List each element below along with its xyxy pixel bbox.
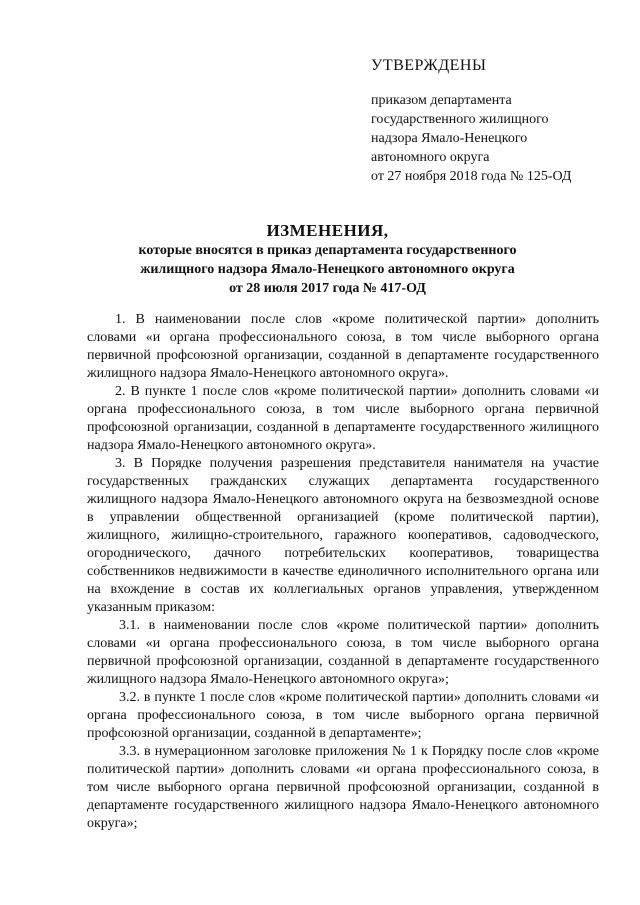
approval-line: надзора Ямало-Ненецкого: [371, 131, 528, 146]
document-title: ИЗМЕНЕНИЯ,: [266, 221, 389, 240]
approval-line: государственного жилищного: [371, 112, 549, 127]
paragraph-2: 2. В пункте 1 после слов «кроме политической партии» дополнить словами «и органа профессионального союза, в том числе выборного органа первичной профсоюзной организации, созданной в департаменте государственного жилищного надзора Ямало-Ненецкого автономного округа».: [87, 384, 599, 453]
document-subtitle: [60, 241, 595, 298]
approval-line: автономного округа: [371, 150, 490, 165]
paragraph-3: 3. В Порядке получения разрешения представителя нанимателя на участие государственных гражданских служащих департамента государственного жилищного надзора Ямало-Ненецкого автономного округа на безвозмездной основе в управлении общественной организацией (кроме политической партии), жилищного, жилищно-строительного, гаражного кооперативов, садоводческого, огороднического, дачного потребительских кооперативов, товарищества собственников недвижимости в качестве единоличного исполнительного органа или на вхождение в состав их коллегиальных органов управления, утвержденном указанным приказом:: [87, 456, 599, 615]
subtitle-line: которые вносятся в приказ департамента государственного: [138, 243, 517, 258]
subtitle-line: жилищного надзора Ямало-Ненецкого автономного округа: [140, 262, 515, 277]
approval-stamp: [371, 56, 631, 186]
approval-line: приказом департамента: [371, 93, 512, 108]
paragraph-1: 1. В наименовании после слов «кроме политической партии» дополнить словами «и органа профессионального союза, в том числе выборного органа первичной профсоюзной организации, созданной в департаменте государственного жилищного надзора Ямало-Ненецкого автономного округа».: [87, 312, 599, 381]
document-body: [87, 311, 599, 833]
paragraph-3-1: 3.1. в наименовании после слов «кроме политической партии» дополнить словами «и органа профессионального союза, в том числе выборного органа первичной профсоюзной организации, созданной в департаменте государственного жилищного надзора Ямало-Ненецкого автономного округа»;: [87, 618, 599, 687]
approval-date-line: от 27 ноября 2018 года № 125-ОД: [371, 169, 572, 184]
paragraph-3-2: 3.2. в пункте 1 после слов «кроме политической партии» дополнить словами «и органа профессионального союза, в том числе выборного органа первичной профсоюзной организации, созданной в департаменте»;: [87, 690, 599, 741]
approval-title: УТВЕРЖДЕНЫ: [371, 57, 487, 74]
subtitle-line: от 28 июля 2017 года № 417-ОД: [229, 281, 426, 296]
paragraph-3-3: 3.3. в нумерационном заголовке приложения № 1 к Порядку после слов «кроме политической партии» дополнить словами «и органа профессионального союза, в том числе выборного органа первичной профсоюзной организации, созданной в департаменте государственного жилищного надзора Ямало-Ненецкого автономного округа»;: [87, 744, 599, 831]
